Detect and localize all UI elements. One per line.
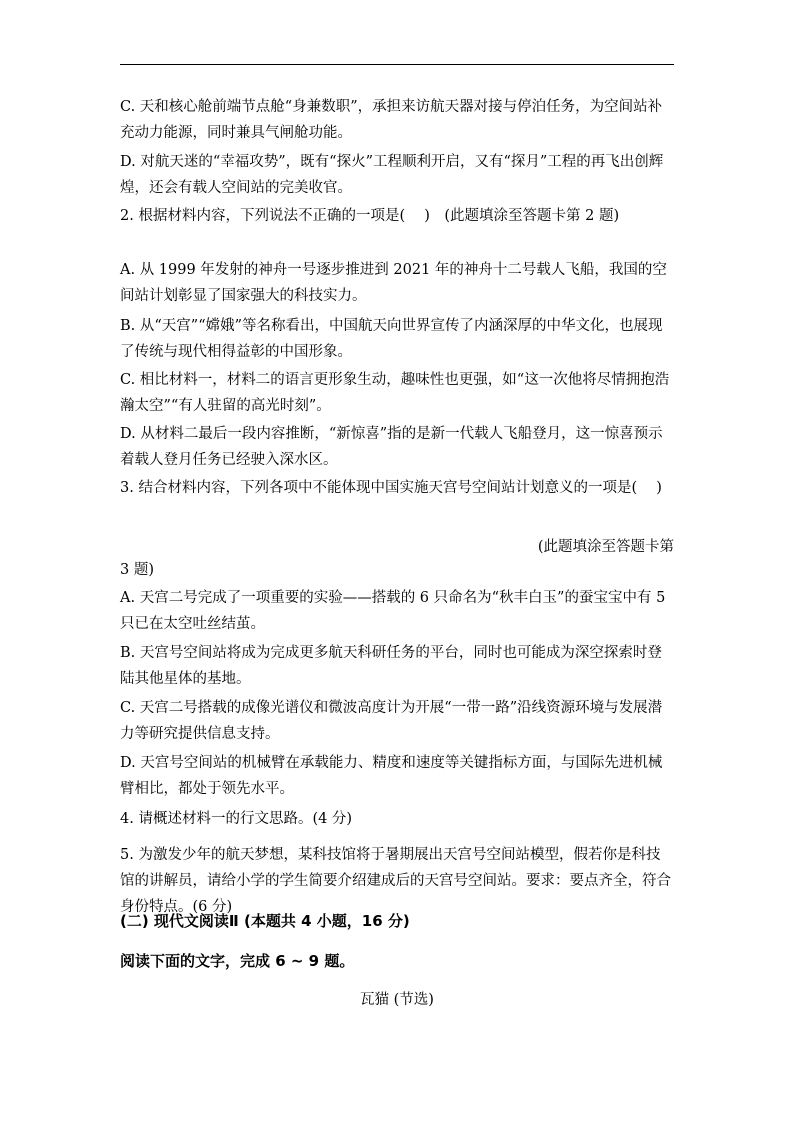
question-3-stem: 3. 结合材料内容，下列各项中不能体现中国实施天宫号空间站计划意义的一项是( )	[120, 480, 662, 496]
section-2-instruction: 阅读下面的文字，完成 6 ~ 9 题。	[120, 952, 355, 970]
header-rule	[120, 64, 674, 65]
question-2-option-c: C. 相比材料一，材料二的语言更形象生动，趣味性也更强，如“这一次他将尽情拥抱浩瀚太空”“有人驻留的高光时刻”。	[120, 372, 670, 414]
question-3-option-c: C. 天宫二号搭载的成像光谱仪和微波高度计为开展“一带一路”沿线资源环境与发展潜力等研究提供信息支持。	[120, 700, 663, 742]
section-2-heading: (二) 现代文阅读Ⅱ (本题共 4 小题，16 分)	[120, 912, 410, 930]
question-2-option-b: B. 从“天宫”“嫦娥”等名称看出，中国航天向世界宣传了内涵深厚的中华文化，也展现了传统与现代相得益彰的中国形象。	[120, 318, 663, 360]
question-5: 5. 为激发少年的航天梦想，某科技馆将于暑期展出天宫号空间站模型，假若你是科技馆的讲解员，请给小学的学生简要介绍建成后的天宫号空间站。要求：要点齐全，符合身份特点。(6 分)	[120, 847, 671, 915]
question-2-option-a: A. 从 1999 年发射的神舟一号逐步推进到 2021 年的神舟十二号载人飞船，我国的空间站计划彰显了国家强大的科技实力。	[120, 262, 667, 304]
question-3-option-d: D. 天宫号空间站的机械臂在承载能力、精度和速度等关键指标方面，与国际先进机械臂相比，都处于领先水平。	[120, 755, 663, 797]
question-3-option-a: A. 天宫二号完成了一项重要的实验——搭载的 6 只命名为“秋丰白玉”的蚕宝宝中有 5 只已在太空吐丝结茧。	[120, 590, 666, 632]
question-3-note-continued: 3 题)	[120, 562, 154, 578]
passage-title: 瓦猫 (节选)	[360, 992, 434, 1008]
question-1-option-d: D. 对航天迷的“幸福攻势”，既有“探火”工程顺利开启，又有“探月”工程的再飞出创辉煌，还会有载人空间站的完美收官。	[120, 154, 664, 196]
question-3-option-b: B. 天宫号空间站将成为完成更多航天科研任务的平台，同时也可能成为深空探索时登陆其他星体的基地。	[120, 645, 662, 687]
question-1-option-c: C. 天和核心舱前端节点舱“身兼数职”，承担来访航天器对接与停泊任务，为空间站补充动力能源，同时兼具气闸舱功能。	[120, 99, 663, 141]
question-2-option-d: D. 从材料二最后一段内容推断，“新惊喜”指的是新一代载人飞船登月，这一惊喜预示着载人登月任务已经驶入深水区。	[120, 426, 663, 468]
question-3-note: (此题填涂至答题卡第	[537, 539, 674, 555]
question-4: 4. 请概述材料一的行文思路。(4 分)	[120, 811, 353, 827]
question-2-stem: 2. 根据材料内容，下列说法不正确的一项是( ) (此题填涂至答题卡第 2 题)	[120, 208, 620, 224]
